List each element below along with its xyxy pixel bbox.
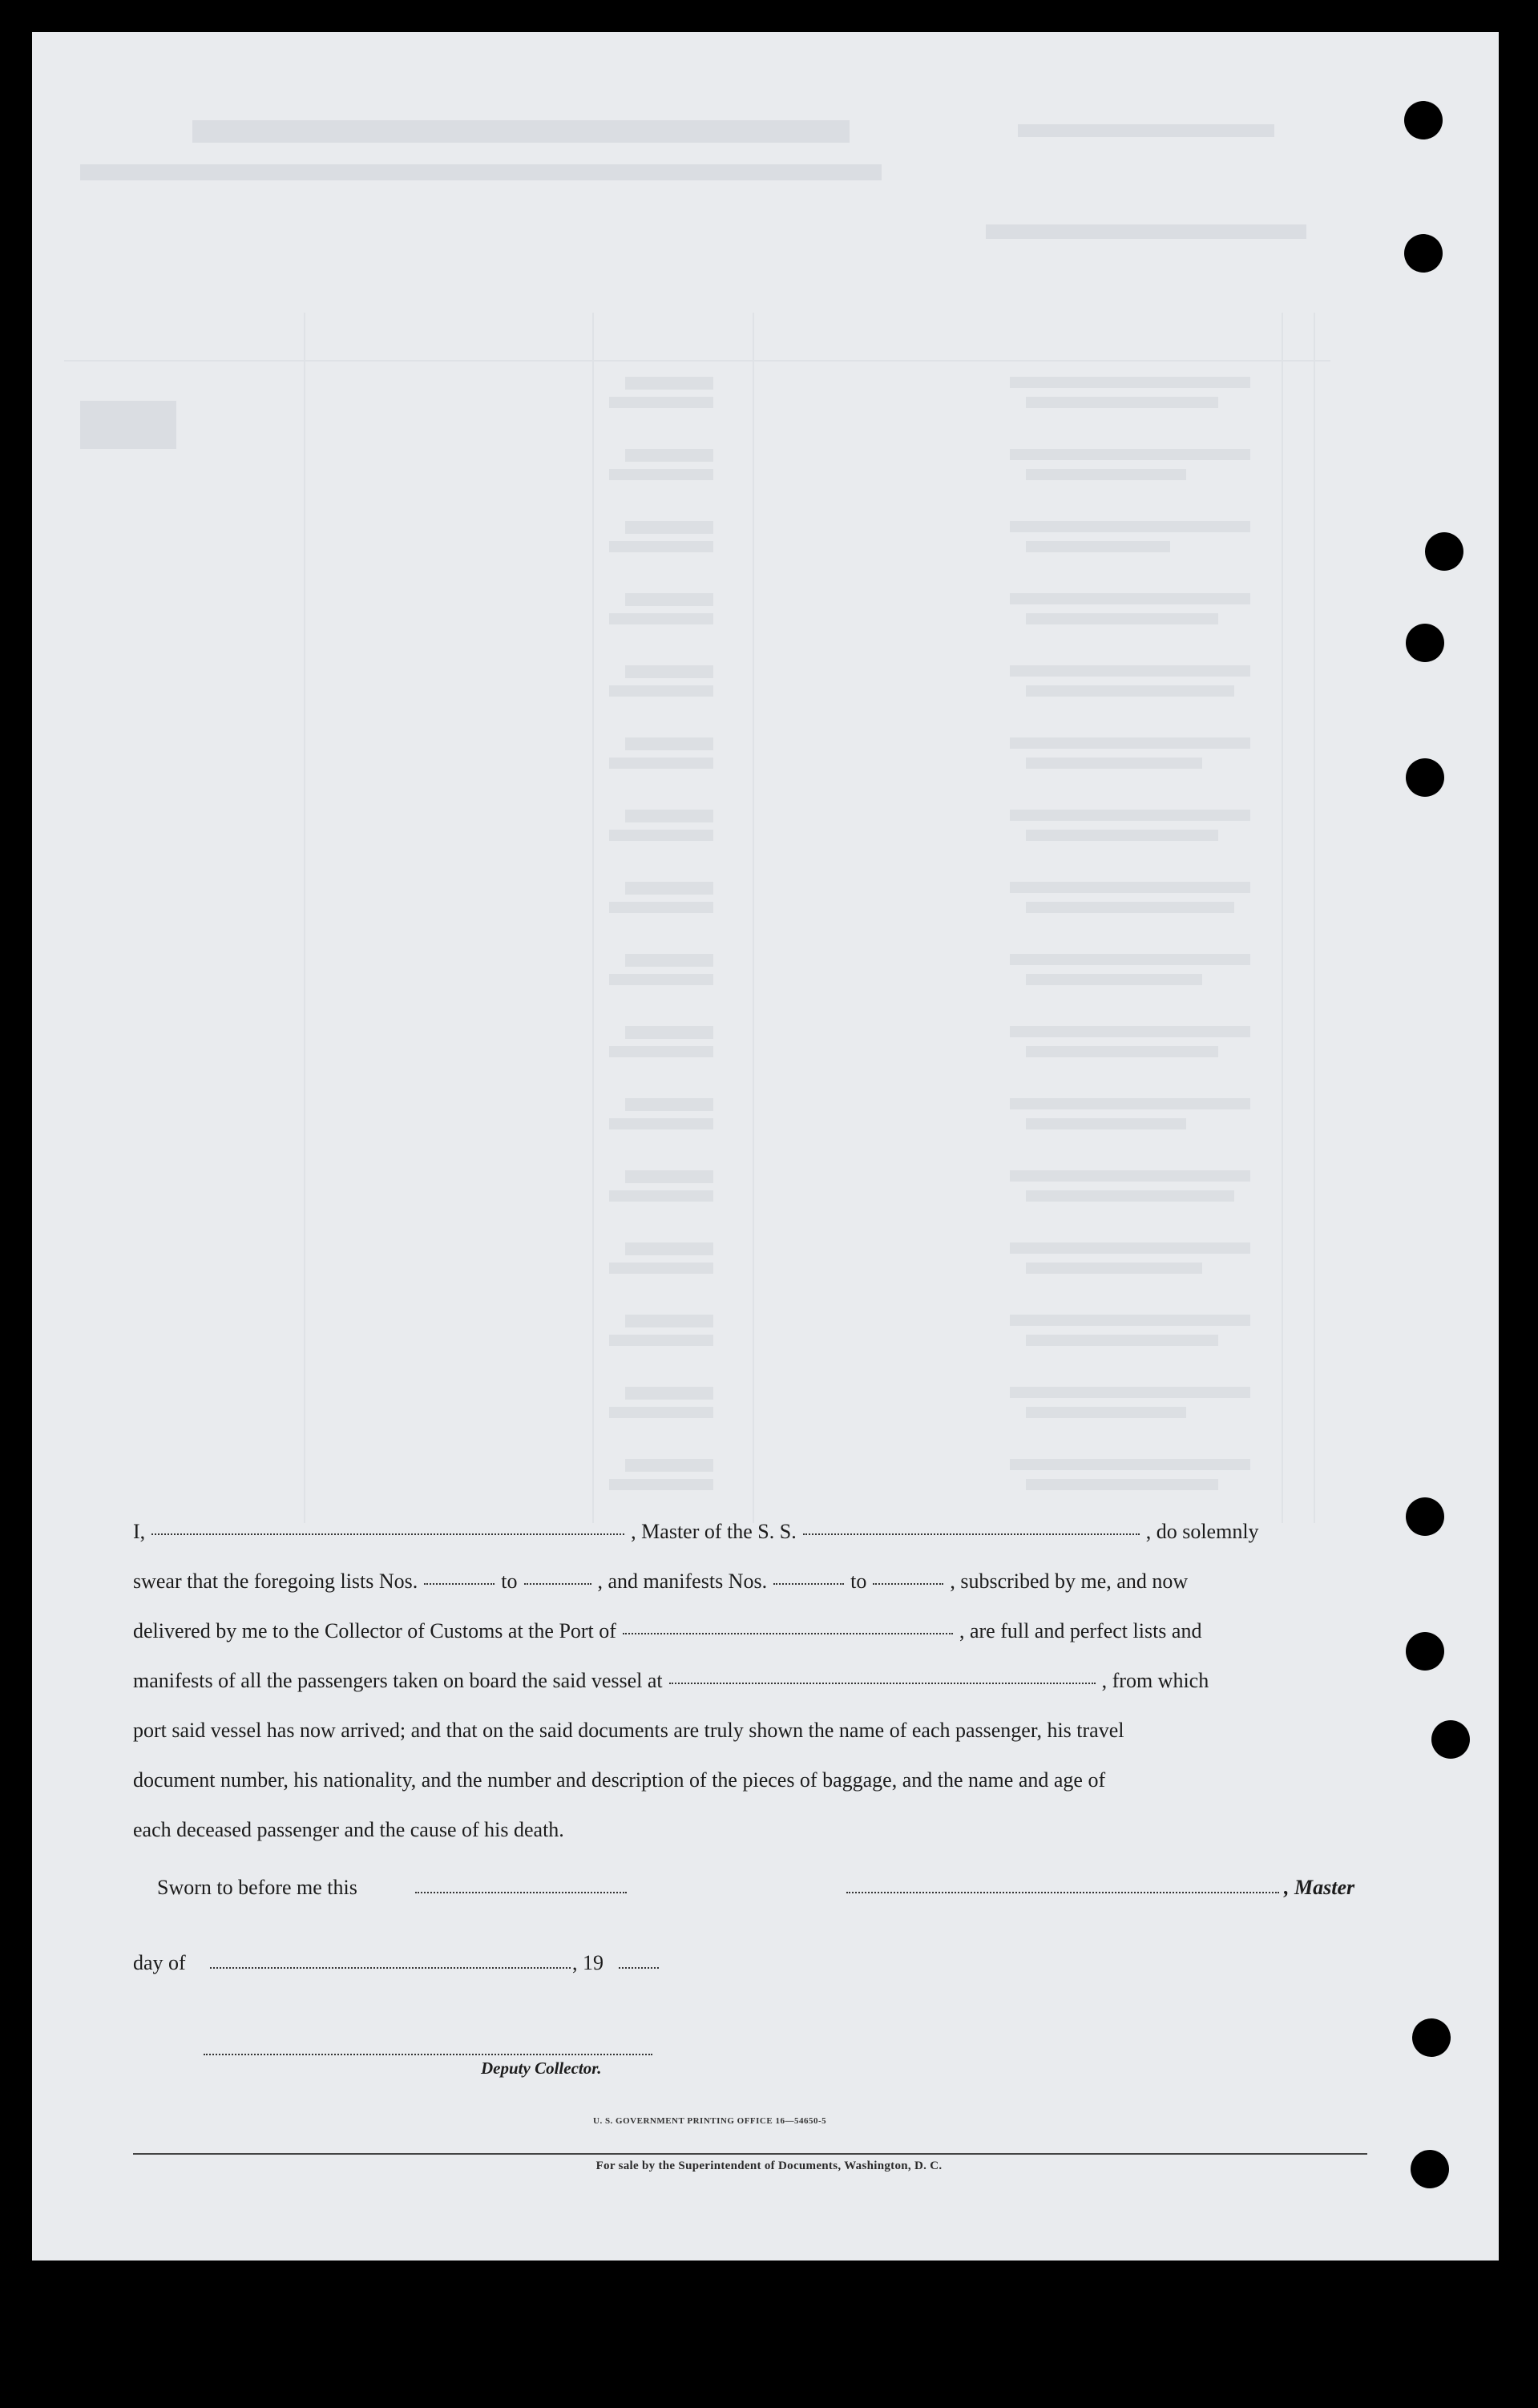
oath-text: port said vessel has now arrived; and that on the said documents are truly shown the name of each passenger, his travel [133, 1719, 1124, 1742]
master-signature-field[interactable] [846, 1892, 1279, 1893]
punch-hole [1406, 1497, 1444, 1536]
port-of-arrival-field[interactable] [623, 1633, 953, 1634]
month-field[interactable] [210, 1967, 571, 1969]
oath-text: , are full and perfect lists and [959, 1619, 1202, 1642]
oath-line-1 [133, 1507, 1367, 1557]
sworn-row [133, 1876, 1367, 1948]
oath-line-2 [133, 1557, 1367, 1606]
punch-hole [1406, 1632, 1444, 1671]
oath-text: to [850, 1570, 867, 1593]
punch-hole [1404, 234, 1443, 273]
year-field[interactable] [619, 1967, 659, 1969]
list-to-field[interactable] [524, 1583, 591, 1585]
bleed-through-table [32, 32, 1499, 1523]
oath-line-6 [133, 1755, 1367, 1805]
footer-rule [133, 2153, 1367, 2155]
manifest-from-field[interactable] [773, 1583, 844, 1585]
gpo-imprint: U. S. GOVERNMENT PRINTING OFFICE 16—54650-5 [593, 2116, 827, 2126]
bleed-through-lines [32, 32, 1499, 1523]
sworn-label: Sworn to before me this [157, 1876, 357, 1899]
deputy-collector-signature-field[interactable] [204, 2054, 652, 2055]
oath-text: , subscribed by me, and now [950, 1570, 1189, 1593]
port-of-embarkation-field[interactable] [669, 1683, 1096, 1684]
master-name-field[interactable] [151, 1533, 624, 1535]
punch-hole [1425, 532, 1463, 571]
oath-line-3 [133, 1606, 1367, 1656]
punch-hole [1412, 2018, 1451, 2057]
sworn-block [133, 1876, 1367, 2023]
day-row [133, 1951, 1367, 2023]
oath-text: manifests of all the passengers taken on board the said vessel at [133, 1669, 663, 1692]
day-of-label: day of [133, 1951, 186, 1974]
oath-line-4 [133, 1656, 1367, 1706]
oath-text: , do solemnly [1145, 1520, 1259, 1543]
master-oath [133, 1507, 1367, 1855]
punch-hole [1431, 1720, 1470, 1759]
year-label: , 19 [572, 1951, 603, 1974]
list-from-field[interactable] [424, 1583, 495, 1585]
oath-text: delivered by me to the Collector of Customs at the Port of [133, 1619, 616, 1642]
oath-line-5 [133, 1706, 1367, 1755]
oath-text: swear that the foregoing lists Nos. [133, 1570, 418, 1593]
for-sale-notice: For sale by the Superintendent of Documents, Washington, D. C. [595, 2160, 943, 2172]
oath-text: I, [133, 1520, 146, 1543]
oath-text: , Master of the S. S. [631, 1520, 797, 1543]
punch-hole [1406, 624, 1444, 662]
vessel-name-field[interactable] [803, 1533, 1140, 1535]
sworn-day-field[interactable] [415, 1892, 627, 1893]
deputy-collector-label: Deputy Collector. [481, 2059, 602, 2078]
oath-text: , from which [1101, 1669, 1209, 1692]
oath-text: , and manifests Nos. [597, 1570, 768, 1593]
oath-line-7 [133, 1805, 1367, 1855]
master-label: , Master [1284, 1876, 1355, 1899]
oath-text: each deceased passenger and the cause of his death. [133, 1818, 564, 1841]
manifest-to-field[interactable] [873, 1583, 943, 1585]
punch-hole [1406, 758, 1444, 797]
oath-text: document number, his nationality, and the number and description of the pieces of baggage, and the name and age of [133, 1768, 1106, 1792]
punch-hole [1404, 101, 1443, 139]
oath-text: to [501, 1570, 518, 1593]
